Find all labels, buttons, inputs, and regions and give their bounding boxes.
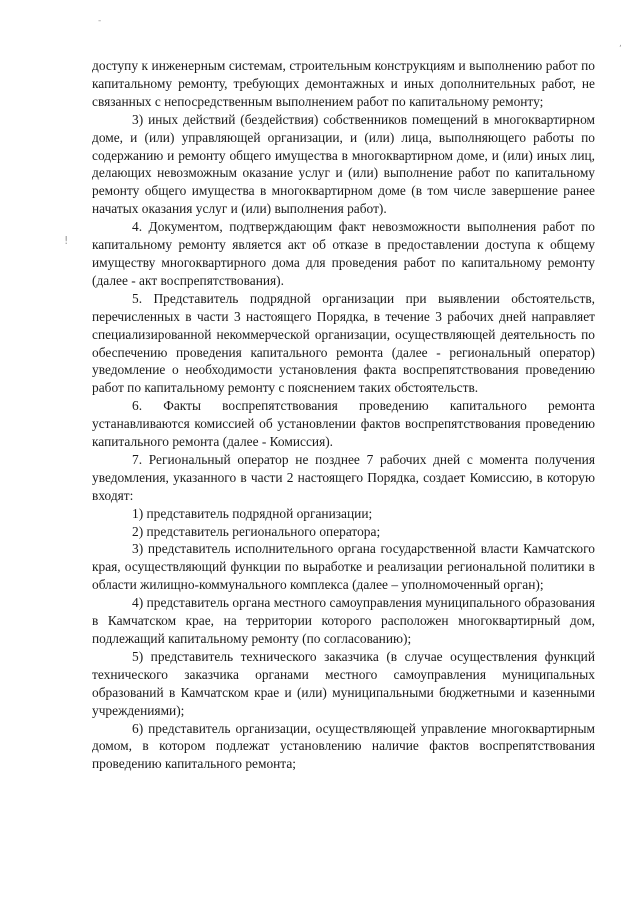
scan-mark-top-left: - <box>98 16 102 26</box>
paragraph-continuation: доступу к инженерным системам, строительным конструкциям и выполнению работ по капитальному ремонту, требующих демонтажных и иных дополнительных работ, не связанных с непосредственным выполнением работ по капитальному ремонту; <box>92 58 595 109</box>
list-item-1: 1) представитель подрядной организации; <box>132 505 373 521</box>
document-body <box>92 57 595 773</box>
paragraph-clause-5: 5. Представитель подрядной организации при выявлении обстоятельств, перечисленных в части 3 настоящего Порядка, в течение 3 рабочих дней направляет специализированной некоммерческой организации, осуществляющей деятельность по обеспечению проведения капитального ремонта (далее - региональный оператор) уведомление о необходимости установления факта воспрепятствования проведению работ по капитальному ремонту с пояснением таких обстоятельств. <box>92 290 595 396</box>
list-item-5: 5) представитель технического заказчика (в случае осуществления функций технического заказчика органами местного самоуправления муниципальных образований в Камчатском крае и (или) муниципальными бюджетными и казенными учреждениями); <box>92 648 595 718</box>
list-item-3: 3) представитель исполнительного органа государственной власти Камчатского края, осуществляющий функции по выработке и реализации региональной политики в области жилищно-коммунального комплекса (далее – уполномоченный орган); <box>92 541 595 593</box>
list-item-2: 2) представитель регионального оператора; <box>132 523 381 539</box>
paragraph-clause-7: 7. Региональный оператор не позднее 7 рабочих дней с момента получения уведомления, указанного в части 2 настоящего Порядка, создает Комиссию, в которую входят: <box>92 451 595 503</box>
paragraph-clause-6: 6. Факты воспрепятствования проведению капитального ремонта устанавливаются комиссией об установлении фактов воспрепятствования проведению капитального ремонта (далее - Комиссия). <box>92 398 595 450</box>
list-item-6: 6) представитель организации, осуществляющей управление многоквартирным домом, в котором подлежат установлению наличие фактов воспрепятствования проведению капитального ремонта; <box>92 720 595 772</box>
scan-mark-top-right: , <box>619 39 622 49</box>
scan-mark-side: ! <box>64 234 69 247</box>
paragraph-item-3: 3) иных действий (бездействия) собственников помещений в многоквартирном доме, и (или) управляющей организации, и (или) лица, выполняющего работы по содержанию и ремонту общего имущества в многоквартирном доме, и (или) иных лиц, делающих невозможным оказание услуг и (или) выполнение работ по капитальному ремонту общего имущества в многоквартирном доме (в том числе завершение ранее начатых оказания услуг и (или) выполнения работ). <box>92 111 595 217</box>
paragraph-clause-4: 4. Документом, подтверждающим факт невозможности выполнения работ по капитальному ремонту является акт об отказе в предоставлении доступа к общему имуществу многоквартирного дома для проведения работ по капитальному ремонту (далее - акт воспрепятствования). <box>92 219 595 288</box>
list-item-4: 4) представитель органа местного самоуправления муниципального образования в Камчатском крае, на территории которого расположен многоквартирный дом, подлежащий капитальному ремонту (по согласованию); <box>92 595 595 646</box>
